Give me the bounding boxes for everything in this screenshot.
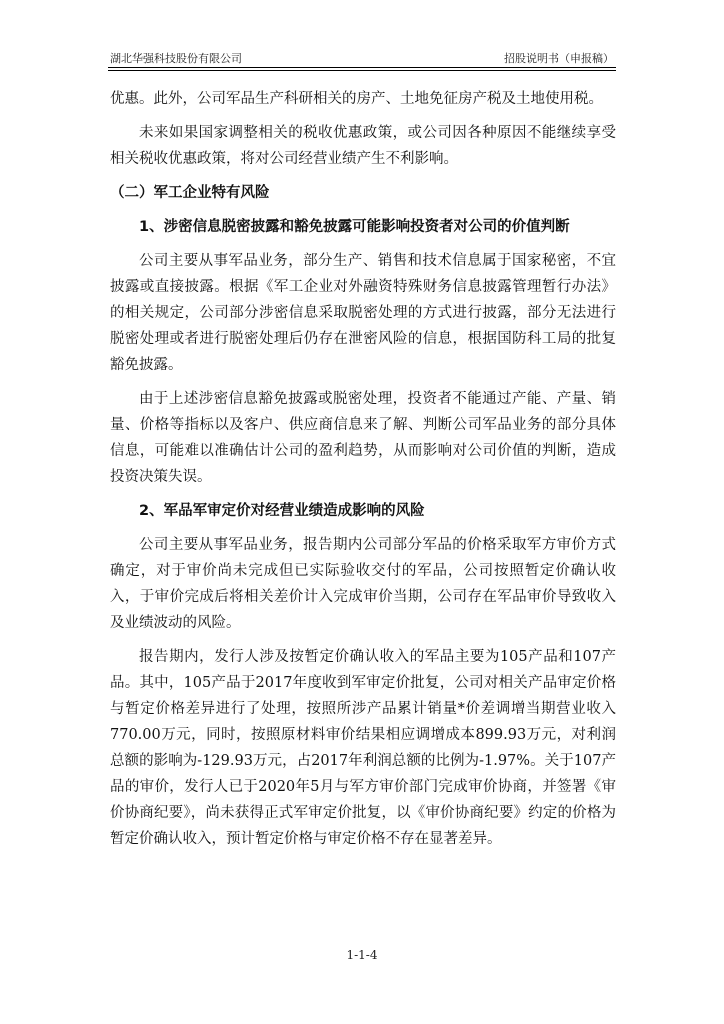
- header-rule-thick: [108, 67, 616, 68]
- paragraph: 未来如果国家调整相关的税收优惠政策，或公司因各种原因不能继续享受相关税收优惠政策，将对公司经营业绩产生不利影响。: [110, 125, 616, 167]
- section-heading: （二）军工企业特有风险: [110, 185, 270, 201]
- page-header: [108, 50, 616, 68]
- company-name: 湖北华强科技股份有限公司: [110, 52, 242, 65]
- paragraph: 公司主要从事军品业务，部分生产、销售和技术信息属于国家秘密，不宜披露或直接披露。根据《军工企业对外融资特殊财务信息披露管理暂行办法》的相关规定，公司部分涉密信息采取脱密处理的方式进行披露，部分无法进行脱密处理或者进行脱密处理后仍存在泄密风险的信息，根据国防科工局的批复豁免披露。: [110, 253, 616, 373]
- header-rule-thin: [108, 70, 616, 71]
- subsection-heading: 2、军品军审定价对经营业绩造成影响的风险: [139, 503, 425, 519]
- paragraph: 优惠。此外，公司军品生产科研相关的房产、土地免征房产税及土地使用税。: [110, 91, 603, 107]
- subsection-heading: 1、涉密信息脱密披露和豁免披露可能影响投资者对公司的价值判断: [139, 219, 570, 235]
- paragraph: 由于上述涉密信息豁免披露或脱密处理，投资者不能通过产能、产量、销量、价格等指标以及客户、供应商信息来了解、判断公司军品业务的部分具体信息，可能难以准确估计公司的盈利趋势，从而影响对公司价值的判断，造成投资决策失误。: [110, 391, 616, 485]
- document-title: 招股说明书（申报稿）: [504, 52, 614, 65]
- paragraph: 公司主要从事军品业务，报告期内公司部分军品的价格采取军方审价方式确定，对于审价尚未完成但已实际验收交付的军品，公司按照暂定价确认收入，于审价完成后将相关差价计入完成审价当期，公司存在军品审价导致收入及业绩波动的风险。: [110, 537, 616, 631]
- page-number: 1-1-4: [346, 948, 378, 962]
- paragraph: 报告期内，发行人涉及按暂定价确认收入的军品主要为105产品和107产品。其中，105产品于2017年度收到军审定价批复，公司对相关产品审定价格与暂定价格差异进行了处理，按照所涉产品累计销量*价差调增当期营业收入770.00万元，同时，按照原材料审价结果相应调增成本899.93万元，对利润总额的影响为-129.93万元，占2017年利润总额的比例为-1.97%。关于107产品的审价，发行人已于2020年5月与军方审价部门完成审价协商，并签署《审价协商纪要》，尚未获得正式军审定价批复，以《审价协商纪要》约定的价格为暂定价确认收入，预计暂定价格与审定价格不存在显著差异。: [110, 649, 616, 847]
- page-body: [110, 86, 616, 860]
